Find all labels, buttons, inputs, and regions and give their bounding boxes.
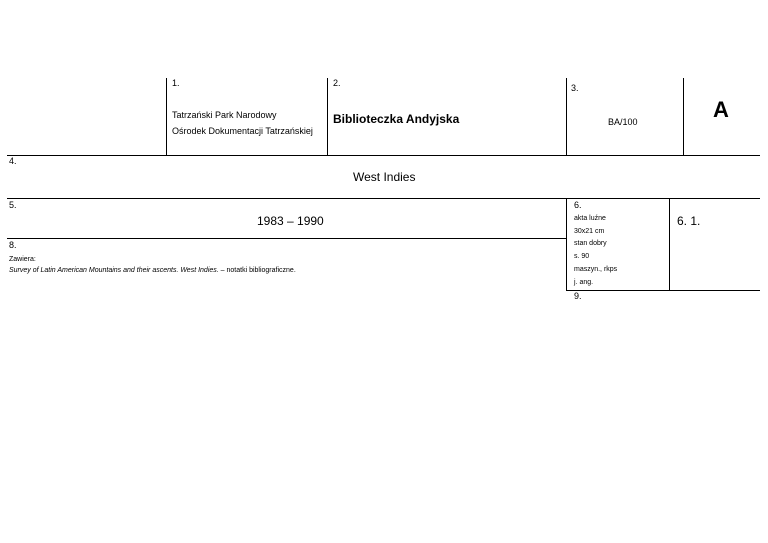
collection-title: Biblioteczka Andyjska <box>333 112 460 126</box>
field-3-number: 3. <box>571 83 579 93</box>
physical-description-item: 30x21 cm <box>574 228 605 235</box>
field-8-number: 8. <box>9 240 17 250</box>
divider-row-2 <box>7 198 760 199</box>
contents-label: Zawiera: <box>9 256 36 263</box>
institution-name: Tatrzański Park Narodowy <box>172 110 277 120</box>
physical-description-item: akta luźne <box>574 215 606 222</box>
field-4-number: 4. <box>9 156 17 166</box>
physical-description-item: maszyn., rkps <box>574 266 618 273</box>
physical-description-item: j. ang. <box>574 279 594 286</box>
field-5-number: 5. <box>9 200 17 210</box>
unit-title: West Indies <box>353 170 416 184</box>
divider-col-2 <box>327 78 328 155</box>
date-range: 1983 – 1990 <box>257 214 324 228</box>
classification-code: 6. 1. <box>677 214 701 228</box>
divider-row-4 <box>566 290 760 291</box>
divider-col-5 <box>566 198 567 290</box>
divider-col-1 <box>166 78 167 155</box>
category-letter: A <box>713 97 729 122</box>
signature-code: BA/100 <box>608 117 638 127</box>
institution-department: Ośrodek Dokumentacji Tatrzańskiej <box>172 126 313 136</box>
physical-description-item: stan dobry <box>574 240 607 247</box>
field-1-number: 1. <box>172 78 180 88</box>
divider-row-3 <box>7 238 567 239</box>
divider-col-3 <box>566 78 567 155</box>
contents-description <box>9 267 296 274</box>
divider-row-1 <box>7 155 760 156</box>
contents-title: Survey of Latin American Mountains and their ascents. West Indies. <box>9 267 219 274</box>
physical-description-item: s. 90 <box>574 253 590 260</box>
field-2-number: 2. <box>333 78 341 88</box>
field-9-number: 9. <box>574 291 582 301</box>
field-6-number: 6. <box>574 200 582 210</box>
divider-col-4 <box>683 78 684 155</box>
contents-note: – notatki bibliograficzne. <box>218 267 296 274</box>
divider-col-6 <box>669 198 670 290</box>
